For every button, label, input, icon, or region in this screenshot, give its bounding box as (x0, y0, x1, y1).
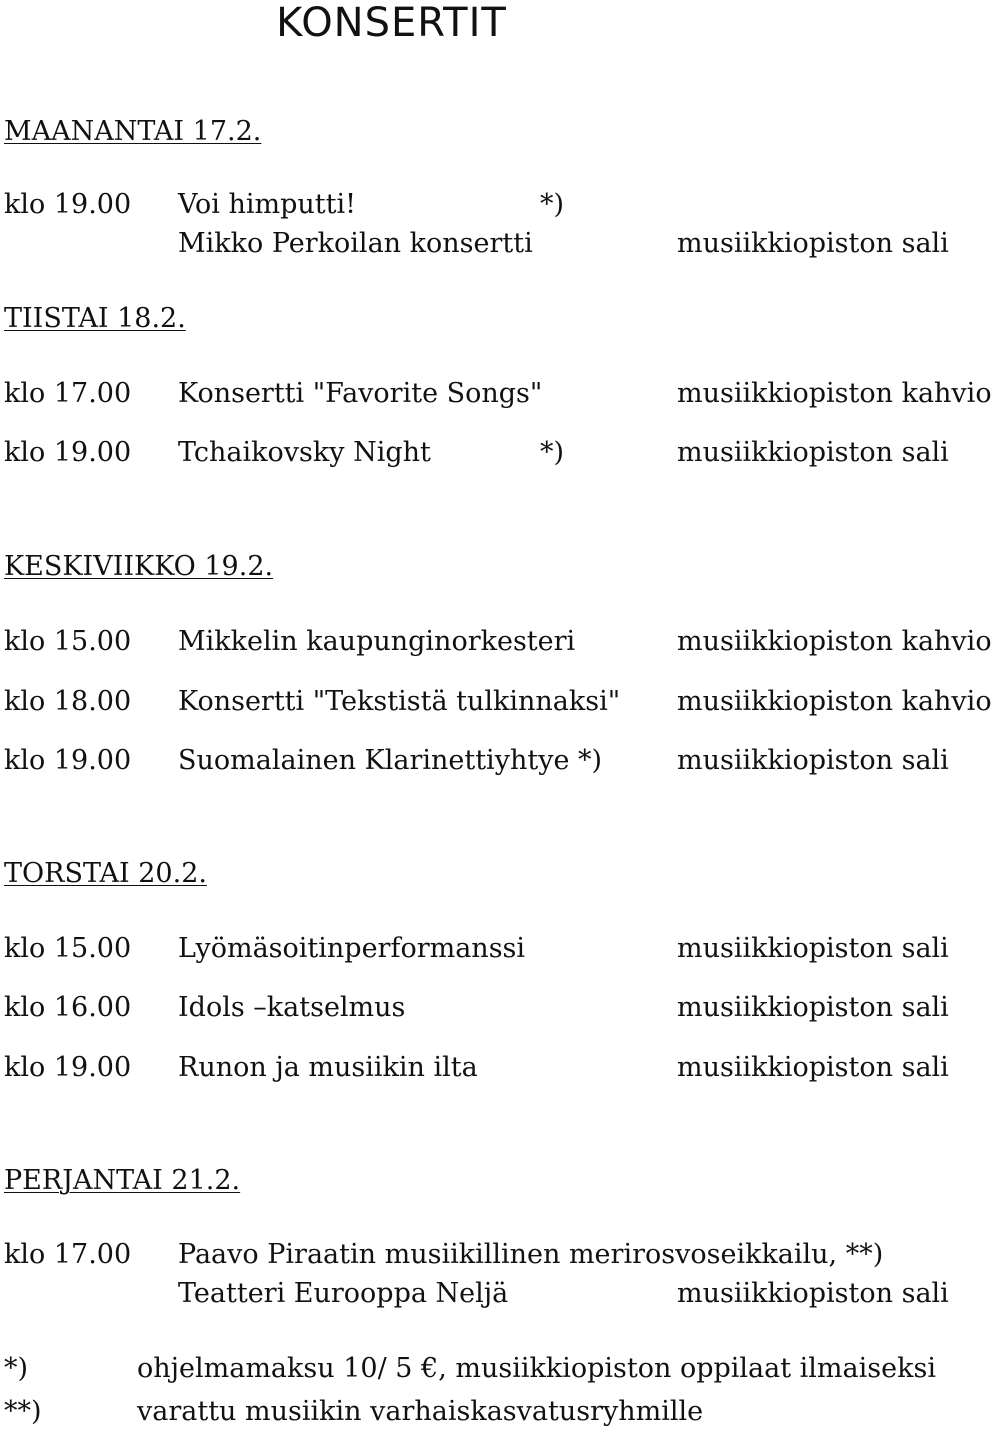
schedule-row (0, 1276, 960, 1312)
event-venue: musiikkiopiston kahvio (677, 378, 992, 409)
event-venue: musiikkiopiston sali (677, 992, 949, 1023)
event-title: Konsertti "Tekstistä tulkinnaksi" (178, 686, 621, 717)
event-time: klo 16.00 (4, 992, 132, 1023)
event-venue: musiikkiopiston sali (677, 1052, 949, 1083)
schedule-row (0, 931, 960, 967)
event-venue: musiikkiopiston sali (677, 228, 949, 259)
event-venue: musiikkiopiston sali (677, 437, 949, 468)
event-footnote-mark: *) (540, 189, 565, 220)
event-title: Teatteri Eurooppa Neljä (178, 1278, 509, 1309)
event-time: klo 19.00 (4, 745, 132, 776)
event-title: Konsertti "Favorite Songs" (178, 378, 543, 409)
event-time: klo 15.00 (4, 933, 132, 964)
event-title: Voi himputti! (178, 189, 356, 220)
schedule-row (0, 187, 960, 223)
event-title: Mikko Perkoilan konsertti (178, 228, 533, 259)
schedule-row (0, 1050, 960, 1086)
day-heading-wednesday: KESKIVIIKKO 19.2. (4, 551, 274, 582)
event-venue: musiikkiopiston kahvio (677, 686, 992, 717)
event-title: Lyömäsoitinperformanssi (178, 933, 526, 964)
event-venue: musiikkiopiston sali (677, 745, 949, 776)
footnote (0, 1349, 960, 1389)
footnote-mark: **) (4, 1396, 42, 1427)
event-title: Idols –katselmus (178, 992, 406, 1023)
schedule-row (0, 226, 960, 262)
schedule-row (0, 743, 960, 779)
day-heading-friday: PERJANTAI 21.2. (4, 1165, 241, 1196)
event-time: klo 19.00 (4, 437, 132, 468)
event-time: klo 19.00 (4, 189, 132, 220)
event-title: Runon ja musiikin ilta (178, 1052, 478, 1083)
day-heading-thursday: TORSTAI 20.2. (4, 858, 207, 889)
event-time: klo 18.00 (4, 686, 132, 717)
day-heading-monday: MAANANTAI 17.2. (4, 116, 262, 147)
schedule-row (0, 1237, 960, 1273)
event-title: Suomalainen Klarinettiyhtye *) (178, 745, 603, 776)
event-title: Tchaikovsky Night (178, 437, 431, 468)
event-time: klo 15.00 (4, 626, 132, 657)
schedule-row (0, 376, 992, 412)
event-footnote-mark: *) (540, 437, 565, 468)
event-time: klo 17.00 (4, 1239, 132, 1270)
event-title: Mikkelin kaupunginorkesteri (178, 626, 576, 657)
event-venue: musiikkiopiston sali (677, 933, 949, 964)
footnote-text: ohjelmamaksu 10/ 5 €, musiikkiopiston oppilaat ilmaiseksi (137, 1353, 936, 1384)
event-venue: musiikkiopiston kahvio (677, 626, 992, 657)
footnote (0, 1392, 960, 1432)
schedule-row (0, 684, 992, 720)
footnote-mark: *) (4, 1353, 29, 1384)
page-title: KONSERTIT (276, 0, 507, 46)
event-time: klo 19.00 (4, 1052, 132, 1083)
schedule-row (0, 435, 960, 471)
event-title: Paavo Piraatin musiikillinen merirosvoseikkailu, **) (178, 1239, 884, 1270)
footnote-text: varattu musiikin varhaiskasvatusryhmille (137, 1396, 704, 1427)
event-venue: musiikkiopiston sali (677, 1278, 949, 1309)
schedule-row (0, 624, 992, 660)
event-time: klo 17.00 (4, 378, 132, 409)
day-heading-tuesday: TIISTAI 18.2. (4, 303, 186, 334)
schedule-row (0, 990, 960, 1026)
